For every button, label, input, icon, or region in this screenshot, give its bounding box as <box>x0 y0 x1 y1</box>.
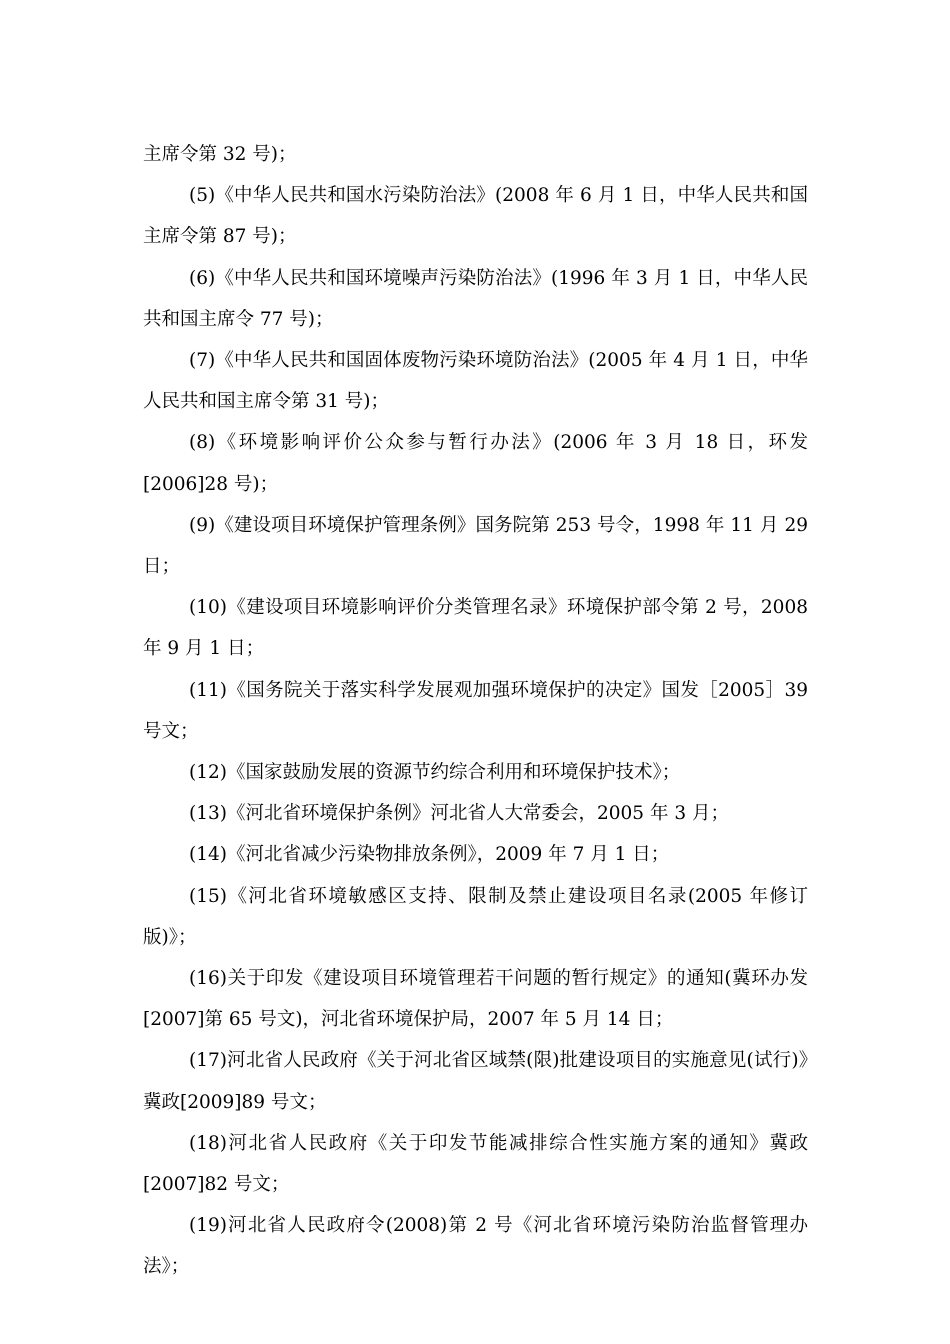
paragraph-1: 主席令第 32 号)； <box>143 144 297 165</box>
document-body <box>143 134 808 1288</box>
paragraph-10: (13)《河北省环境保护条例》河北省人大常委会，2005 年 3 月； <box>189 803 729 825</box>
paragraph-3: (6)《中华人民共和国环境噪声污染防治法》(1996 年 3 月 1 日，中华人民共和国主席令 77 号)； <box>143 267 808 330</box>
paragraph-16: (19)河北省人民政府令(2008)第 2 号《河北省环境污染防治监督管理办法》； <box>143 1215 808 1278</box>
paragraph-6: (9)《建设项目环境保护管理条例》国务院第 253 号令，1998 年 11 月 29 日； <box>143 514 808 578</box>
paragraph-4: (7)《中华人民共和国固体废物污染环境防治法》(2005 年 4 月 1 日，中华人民共和国主席令第 31 号)； <box>143 350 808 413</box>
paragraph-9: (12)《国家鼓励发展的资源节约综合利用和环境保护技术》； <box>189 762 681 784</box>
paragraph-15: (18)河北省人民政府《关于印发节能减排综合性实施方案的通知》冀政[2007]82 号文； <box>143 1132 808 1196</box>
paragraph-8: (11)《国务院关于落实科学发展观加强环境保护的决定》国发［2005］39 号文； <box>143 679 808 742</box>
paragraph-2: (5)《中华人民共和国水污染防治法》(2008 年 6 月 1 日，中华人民共和国主席令第 87 号)； <box>143 185 808 248</box>
paragraph-7: (10)《建设项目环境影响评价分类管理名录》环境保护部令第 2 号，2008 年 9 月 1 日； <box>143 597 808 660</box>
paragraph-12: (15)《河北省环境敏感区支持、限制及禁止建设项目名录(2005 年修订版)》； <box>143 885 808 948</box>
paragraph-14: (17)河北省人民政府《关于河北省区域禁(限)批建设项目的实施意见(试行)》冀政[2009]89 号文； <box>143 1050 808 1113</box>
paragraph-5: (8)《环境影响评价公众参与暂行办法》(2006 年 3 月 18 日，环发[2006]28 号)； <box>143 432 808 495</box>
paragraph-13: (16)关于印发《建设项目环境管理若干问题的暂行规定》的通知(冀环办发[2007]第 65 号文)，河北省环境保护局，2007 年 5 月 14 日； <box>143 968 808 1031</box>
paragraph-11: (14)《河北省减少污染物排放条例》，2009 年 7 月 1 日； <box>189 844 670 866</box>
